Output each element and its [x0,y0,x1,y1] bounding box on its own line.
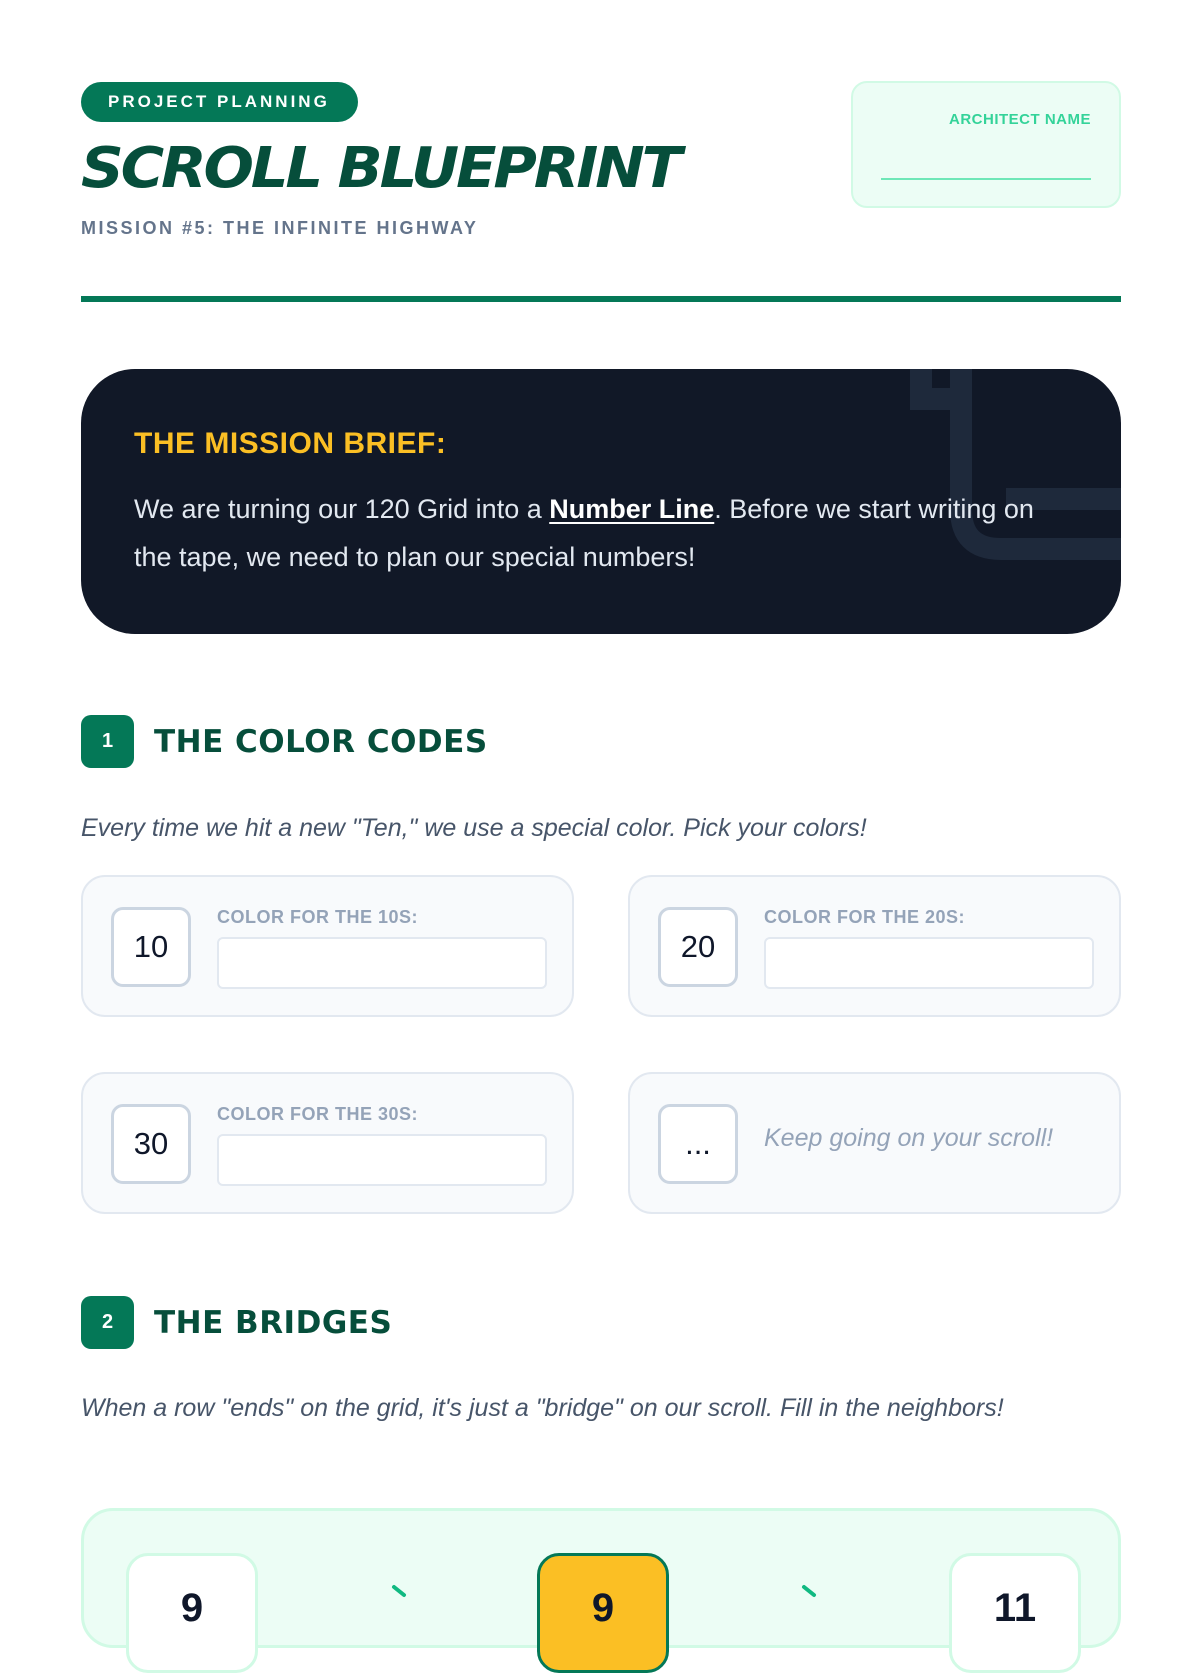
number-box: 30 [111,1104,191,1184]
number-box: 20 [658,907,738,987]
color-label: COLOR FOR THE 30S: [217,1104,419,1124]
page-title: SCROLL BLUEPRINT [81,136,679,201]
color-input-10s[interactable] [217,937,547,989]
header-divider [81,296,1121,302]
category-pill: PROJECT PLANNING [81,82,358,122]
color-label: COLOR FOR THE 20S: [764,907,966,927]
brief-text-start: We are turning our 120 Grid into a [134,494,550,524]
section-2-title: THE BRIDGES [154,1304,393,1341]
arrow-right-icon [390,1585,410,1605]
bridge-box-left[interactable]: 9 [126,1553,258,1673]
keep-going-note: Keep going on your scroll! [764,1124,1054,1152]
color-card-more [628,1072,1121,1214]
brief-text-end: . Before we start writing on the tape, we need to plan our special numbers! [134,494,1034,572]
page-subtitle: MISSION #5: THE INFINITE HIGHWAY [81,218,479,238]
number-box: 10 [111,907,191,987]
section-1-title: THE COLOR CODES [154,723,488,760]
ellipsis-box: ... [658,1104,738,1184]
color-card-10 [81,875,574,1017]
section-1-header [81,715,488,768]
architect-name-label: ARCHITECT NAME [949,111,1091,128]
section-2-number: 2 [81,1296,134,1349]
section-2-description: When a row "ends" on the grid, it's just a "bridge" on our scroll. Fill in the neighbors! [81,1394,1004,1422]
color-input-30s[interactable] [217,1134,547,1186]
color-card-30 [81,1072,574,1214]
section-1-description: Every time we hit a new "Ten," we use a special color. Pick your colors! [81,814,867,842]
mission-brief-card [81,369,1121,634]
bridge-box-right[interactable]: 11 [949,1553,1081,1673]
bridge-panel [81,1508,1121,1648]
color-label: COLOR FOR THE 10S: [217,907,419,927]
bridge-box-middle: 9 [537,1553,669,1673]
mission-brief-title: THE MISSION BRIEF: [134,427,447,460]
section-2-header [81,1296,392,1349]
arrow-right-icon [800,1585,820,1605]
mission-brief-text [134,485,1054,581]
architect-name-line[interactable] [881,178,1091,180]
color-card-20 [628,875,1121,1017]
color-input-20s[interactable] [764,937,1094,989]
section-1-number: 1 [81,715,134,768]
brief-emphasis: Number Line [549,494,715,524]
architect-name-box[interactable] [851,81,1121,208]
